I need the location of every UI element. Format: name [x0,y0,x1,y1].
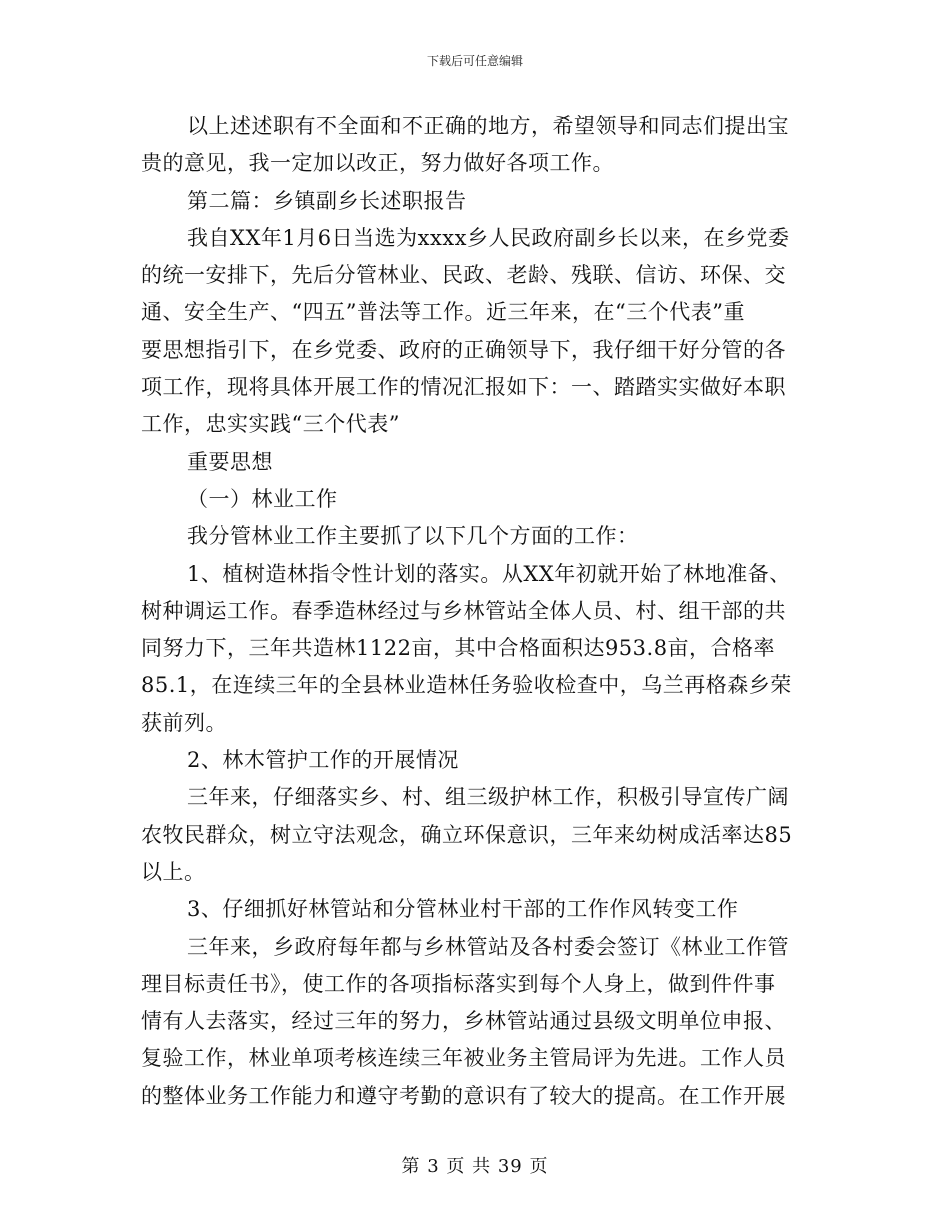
text-line: 通、安全生产、“四五”普法等工作。近三年来，在“三个代表”重 [141,300,745,325]
text-line: 重要思想 [187,449,273,474]
text-line: 项工作，现将具体开展工作的情况汇报如下：一、踏踏实实做好本职 [141,375,786,400]
text-line: 情有人去落实，经过三年的努力，乡林管站通过县级文明单位申报、 [141,1009,786,1034]
text-line: 3、仔细抓好林管站和分管林业村干部的工作作风转变工作 [187,897,739,922]
text-line: 树种调运工作。春季造林经过与乡林管站全体人员、村、组干部的共 [141,598,786,623]
text-line: 的整体业务工作能力和遵守考勤的意识有了较大的提高。在工作开展 [141,1083,786,1108]
text-line: 要思想指引下，在乡党委、政府的正确领导下，我仔细干好分管的各 [141,337,786,362]
text-line: （一）林业工作 [187,486,338,511]
text-line: 贵的意见，我一定加以改正，努力做好各项工作。 [141,151,614,176]
text-line: 2、林木管护工作的开展情况 [187,748,459,773]
text-line: 1、植树造林指令性计划的落实。从XX年初就开始了林地准备、 [187,561,791,586]
page-number-footer: 第 3 页 共 39 页 [401,1156,549,1177]
text-line: 的统一安排下，先后分管林业、民政、老龄、残联、信访、环保、交 [141,263,786,288]
text-line: 我自XX年1月6日当选为xxxx乡人民政府副乡长以来，在乡党委 [187,225,790,250]
text-line: 三年来，乡政府每年都与乡林管站及各村委会签订《林业工作管 [187,934,789,959]
text-line: 以上。 [141,859,206,884]
text-line: 工作，忠实实践“三个代表” [141,412,400,437]
text-line: 理目标责任书》，使工作的各项指标落实到每个人身上，做到件件事 [141,971,776,996]
text-line: 我分管林业工作主要抓了以下几个方面的工作： [187,524,639,549]
page-header: 下载后可任意编辑 [426,54,523,68]
text-line: 三年来，仔细落实乡、村、组三级护林工作，积极引导宣传广阔 [187,785,789,810]
text-line: 复验工作，林业单项考核连续三年被业务主管局评为先进。工作人员 [141,1046,786,1071]
text-line: 第二篇：乡镇副乡长述职报告 [187,188,467,213]
text-line: 85.1，在连续三年的全县林业造林任务验收检查中，乌兰再格森乡荣 [141,673,792,698]
text-line: 农牧民群众，树立守法观念，确立环保意识，三年来幼树成活率达85 [141,822,793,847]
text-line: 同努力下，三年共造林1122亩，其中合格面积达953.8亩，合格率 [141,636,776,661]
text-line: 获前列。 [141,710,227,735]
document-body [141,108,801,1115]
text-line: 以上述述职有不全面和不正确的地方，希望领导和同志们提出宝 [187,114,789,138]
